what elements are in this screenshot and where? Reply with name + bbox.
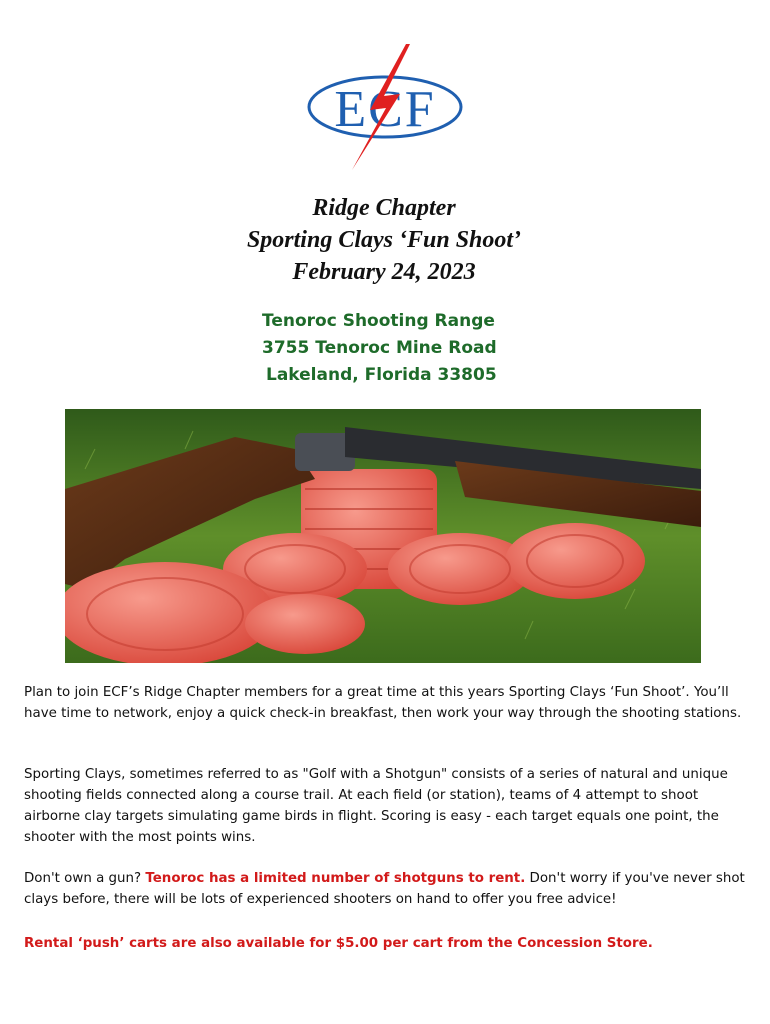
event-title (0, 192, 770, 288)
venue-city: Lakeland, Florida 33805 (266, 365, 497, 385)
intro-paragraph: Plan to join ECF’s Ridge Chapter members for a great time at this years Sporting Clays ‘Fun Shoot’. You’ll have time to network, enjoy a quick check-in breakfast, then work your way through the shooting stations. (24, 685, 742, 721)
cart-rental-note: Rental ‘push’ carts are also available for $5.00 per cart from the Concession Store. (24, 936, 653, 951)
gun-rental-rest: Don't worry if you've never shot clays before, there will be lots of experienced shooters on hand to offer you free advice! (24, 871, 745, 907)
chapter-name: Ridge Chapter (312, 195, 456, 221)
gun-rental-paragraph (24, 868, 754, 910)
ecf-logo (300, 44, 470, 170)
event-name: Sporting Clays ‘Fun Shoot’ (246, 227, 522, 253)
gun-question: Don't own a gun? (24, 871, 146, 886)
gun-rental-highlight: Tenoroc has a limited number of shotguns to rent. (145, 871, 526, 886)
shotgun-clays-photo (65, 409, 701, 663)
about-paragraph: Sporting Clays, sometimes referred to as "Golf with a Shotgun" consists of a series of natural and unique shooting fields connected along a course trail. At each field (or station), teams of 4 attempt to shoot airborne clay targets simulating game birds in flight. Scoring is easy - each target equals one point, the shooter with the most points wins. (24, 767, 728, 845)
venue-name: Tenoroc Shooting Range (262, 311, 495, 331)
venue-address (262, 308, 562, 389)
venue-street: 3755 Tenoroc Mine Road (262, 338, 497, 358)
logo-text: ECF (334, 81, 436, 138)
event-date: February 24, 2023 (292, 259, 476, 285)
